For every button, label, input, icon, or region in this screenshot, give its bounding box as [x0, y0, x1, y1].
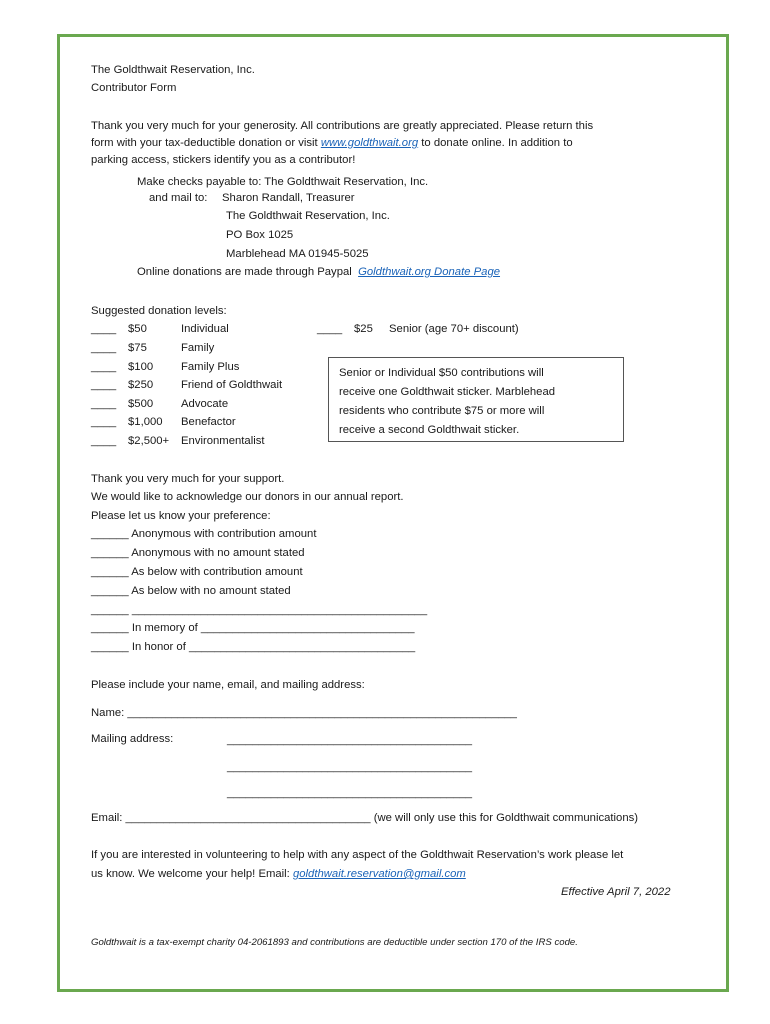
ack-option[interactable]: ______ As below with no amount stated [91, 585, 291, 597]
level-blank: ____ [91, 398, 117, 410]
intro-line-3: parking access, stickers identify you as a contributor! [91, 154, 356, 166]
ack-line-1: Thank you very much for your support. [91, 473, 285, 485]
email-link[interactable]: goldthwait.reservation@gmail.com [292, 868, 466, 880]
level-name: Benefactor [181, 416, 236, 428]
levels-title: Suggested donation levels: [91, 305, 227, 317]
level-name: Advocate [181, 398, 229, 410]
volunteer-line-1: If you are interested in volunteering to help with any aspect of the Goldthwait Reservation’s work please let [91, 849, 624, 861]
senior-amount: $25 [354, 323, 373, 335]
online-donations [137, 265, 500, 279]
ack-option-in-memory[interactable]: ______ In memory of __________________________________ [91, 622, 415, 634]
donate-page-link[interactable]: Goldthwait.org Donate Page [358, 266, 501, 278]
address-line-4: Marblehead MA 01945-5025 [226, 248, 369, 260]
ack-option[interactable]: ______ Anonymous with no amount stated [91, 547, 305, 559]
level-name: Family Plus [181, 361, 240, 373]
mailing-address-label: Mailing address: [91, 733, 174, 745]
senior-name: Senior (age 70+ discount) [389, 323, 519, 335]
level-name: Environmentalist [181, 435, 265, 447]
level-amount: $75 [128, 342, 147, 354]
email-field[interactable]: Email: _______________________________________ (we will only use this for Goldthwait communications) [91, 812, 639, 824]
level-amount: $100 [128, 361, 154, 373]
level-amount: $500 [128, 398, 154, 410]
mail-to-label: and mail to: [149, 192, 208, 204]
level-blank: ____ [91, 416, 117, 428]
ack-option[interactable]: ______ As below with contribution amount [91, 566, 303, 578]
level-amount: $250 [128, 379, 154, 391]
intro-line-2-pre: form with your tax-deductible donation or visit [91, 137, 321, 149]
level-name: Individual [181, 323, 229, 335]
sticker-note-line: Senior or Individual $50 contributions will [339, 367, 544, 379]
level-amount: $2,500+ [128, 435, 170, 447]
sticker-note-line: residents who contribute $75 or more will [339, 405, 545, 417]
level-blank: ____ [91, 361, 117, 373]
sticker-note-line: receive a second Goldthwait sticker. [339, 424, 520, 436]
mailing-address-line[interactable]: _______________________________________ [227, 787, 473, 799]
level-amount: $50 [128, 323, 147, 335]
effective-date: Effective April 7, 2022 [561, 886, 671, 898]
ack-option[interactable]: ______ Anonymous with contribution amount [91, 528, 317, 540]
level-name: Family [181, 342, 215, 354]
ack-option[interactable]: ______ _______________________________________________ [91, 604, 428, 616]
online-donations-text: Online donations are made through Paypal [137, 266, 352, 278]
intro-line-2-post: to donate online. In addition to [418, 137, 573, 149]
level-name: Friend of Goldthwait [181, 379, 283, 391]
level-amount: $1,000 [128, 416, 163, 428]
ack-line-3: Please let us know your preference: [91, 510, 271, 522]
senior-blank: ____ [317, 323, 343, 335]
address-line-1: Sharon Randall, Treasurer [222, 192, 355, 204]
address-line-2: The Goldthwait Reservation, Inc. [226, 210, 390, 222]
name-field[interactable]: Name: ______________________________________________________________ [91, 707, 517, 719]
website-link[interactable]: www.goldthwait.org [320, 137, 419, 149]
address-line-3: PO Box 1025 [226, 229, 294, 241]
intro-line-1: Thank you very much for your generosity. All contributions are greatly appreciated. Please return this [91, 120, 594, 132]
org-name: The Goldthwait Reservation, Inc. [91, 64, 255, 76]
contact-prompt: Please include your name, email, and mailing address: [91, 679, 365, 691]
mailing-address-line[interactable]: _______________________________________ [227, 761, 473, 773]
form-title: Contributor Form [91, 82, 177, 94]
ack-option-in-honor[interactable]: ______ In honor of ____________________________________ [91, 641, 416, 653]
checks-payable: Make checks payable to: The Goldthwait Reservation, Inc. [137, 176, 429, 188]
volunteer-line-2-pre: us know. We welcome your help! Email: [91, 868, 293, 880]
tax-exempt-note: Goldthwait is a tax-exempt charity 04-2061893 and contributions are deductible under section 170 of the IRS code. [91, 937, 578, 948]
sticker-note-line: receive one Goldthwait sticker. Marblehead [339, 386, 556, 398]
level-blank: ____ [91, 342, 117, 354]
level-blank: ____ [91, 435, 117, 447]
intro-line-2 [91, 136, 573, 150]
ack-line-2: We would like to acknowledge our donors in our annual report. [91, 491, 404, 503]
level-blank: ____ [91, 379, 117, 391]
volunteer-line-2 [91, 867, 466, 881]
mailing-address-line[interactable]: _______________________________________ [227, 734, 473, 746]
level-blank: ____ [91, 323, 117, 335]
sticker-note-box [328, 357, 624, 442]
